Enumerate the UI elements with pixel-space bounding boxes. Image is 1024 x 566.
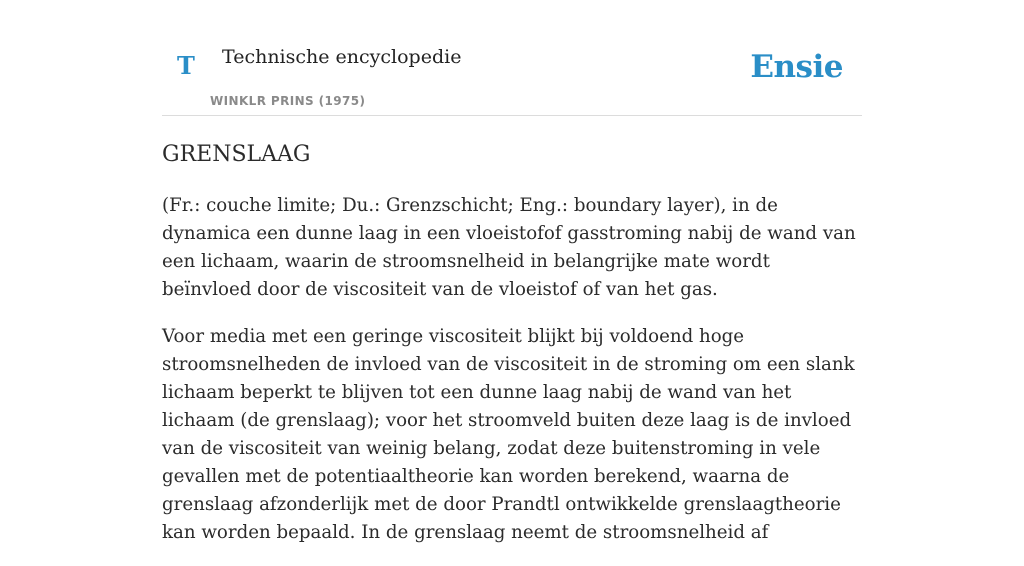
entry-title: GRENSLAAG — [162, 142, 311, 167]
book-subtitle: WINKLR PRINS (1975) — [210, 94, 366, 108]
header — [162, 0, 862, 116]
entry-paragraph: Voor media met een geringe viscositeit blijkt bij voldoend hoge stroomsnelheden de invloed van de viscositeit in de stroming om een slank lichaam beperkt te blijven tot een dunne laag nabij de wand van het lichaam (de grenslaag); voor het stroomveld buiten deze laag is de invloed van de viscositeit van weinig belang, zodat deze buitenstroming in vele gevallen met de potentiaaltheorie kan worden berekend, waarna de grenslaag afzonderlijk met de door Prandtl ontwikkelde grenslaagtheorie kan worden bepaald. In de grenslaag neemt de stroomsnelheid af — [162, 326, 855, 543]
page — [162, 0, 862, 543]
book-title[interactable]: Technische encyclopedie — [222, 46, 462, 68]
entry-paragraph: (Fr.: couche limite; Du.: Grenzschicht; Eng.: boundary layer), in de dynamica een dunne laag in een vloeistofof gasstroming nabij de wand van een lichaam, waarin de stroomsnelheid in belangrijke mate wordt beïnvloed door de viscositeit van de vloeistof of van het gas. — [162, 195, 856, 300]
book-logo-icon[interactable]: T — [177, 51, 195, 80]
entry-body — [162, 192, 862, 566]
brand-logo-link[interactable]: Ensie — [750, 49, 843, 85]
